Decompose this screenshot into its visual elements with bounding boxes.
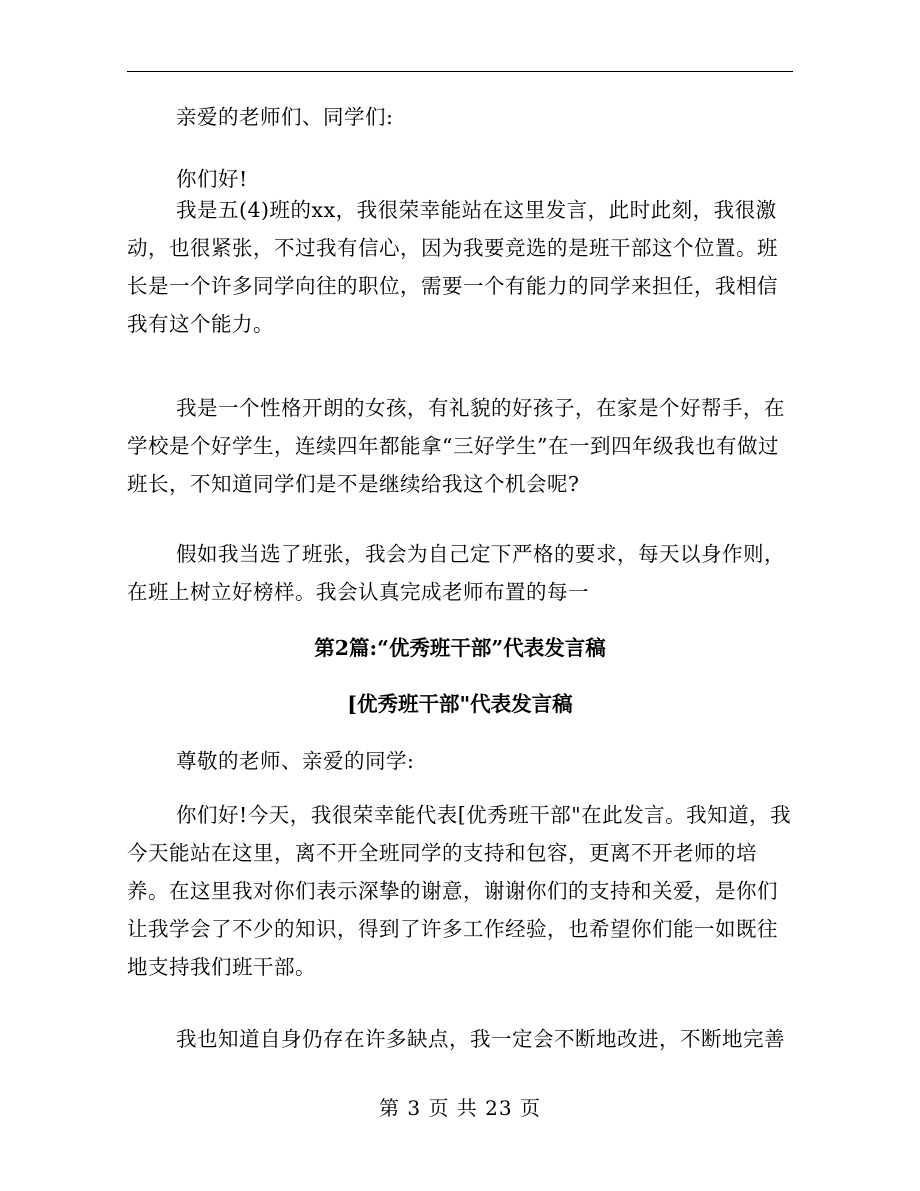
section-heading: 第2篇:“优秀班干部”代表发言稿: [314, 636, 606, 660]
paragraph-thanks: 你们好!今天，我很荣幸能代表[优秀班干部"在此发言。我知道，我今天能站在这里，离不开全班同学的支持和包容，更离不开老师的培养。在这里我对你们表示深挚的谢意，谢谢你们的支持和关爱，是你们让我学会了不少的知识，得到了许多工作经验，也希望你们能一如既往地支持我们班干部。: [127, 803, 792, 979]
paragraph-improvement: 我也知道自身仍存在许多缺点，我一定会不断地改进，不断地完善: [176, 1027, 785, 1051]
paragraph-self-description: 我是一个性格开朗的女孩，有礼貌的好孩子，在家是个好帮手，在学校是个好学生，连续四年都能拿“三好学生”在一到四年级我也有做过班长，不知道同学们是不是继续给我这个机会呢?: [127, 396, 785, 496]
header-rule: [127, 71, 793, 72]
paragraph-promise: 假如我当选了班张，我会为自己定下严格的要求，每天以身作则，在班上树立好榜样。我会认真完成老师布置的每一: [127, 542, 785, 604]
paragraph-introduction: 我是五(4)班的xx，我很荣幸能站在这里发言，此时此刻，我很激动，也很紧张，不过我有信心，因为我要竞选的是班干部这个位置。班长是一个许多同学向往的职位，需要一个有能力的同学来担任，我相信我有这个能力。: [127, 198, 778, 336]
paragraph-salutation-2: 尊敬的老师、亲爱的同学:: [176, 749, 415, 773]
paragraph-salutation: 亲爱的老师们、同学们:: [176, 105, 394, 129]
sub-heading: [优秀班干部"代表发言稿: [347, 692, 573, 716]
paragraph-greeting: 你们好!: [176, 167, 248, 191]
page-number-footer: 第 3 页 共 23 页: [379, 1096, 541, 1120]
